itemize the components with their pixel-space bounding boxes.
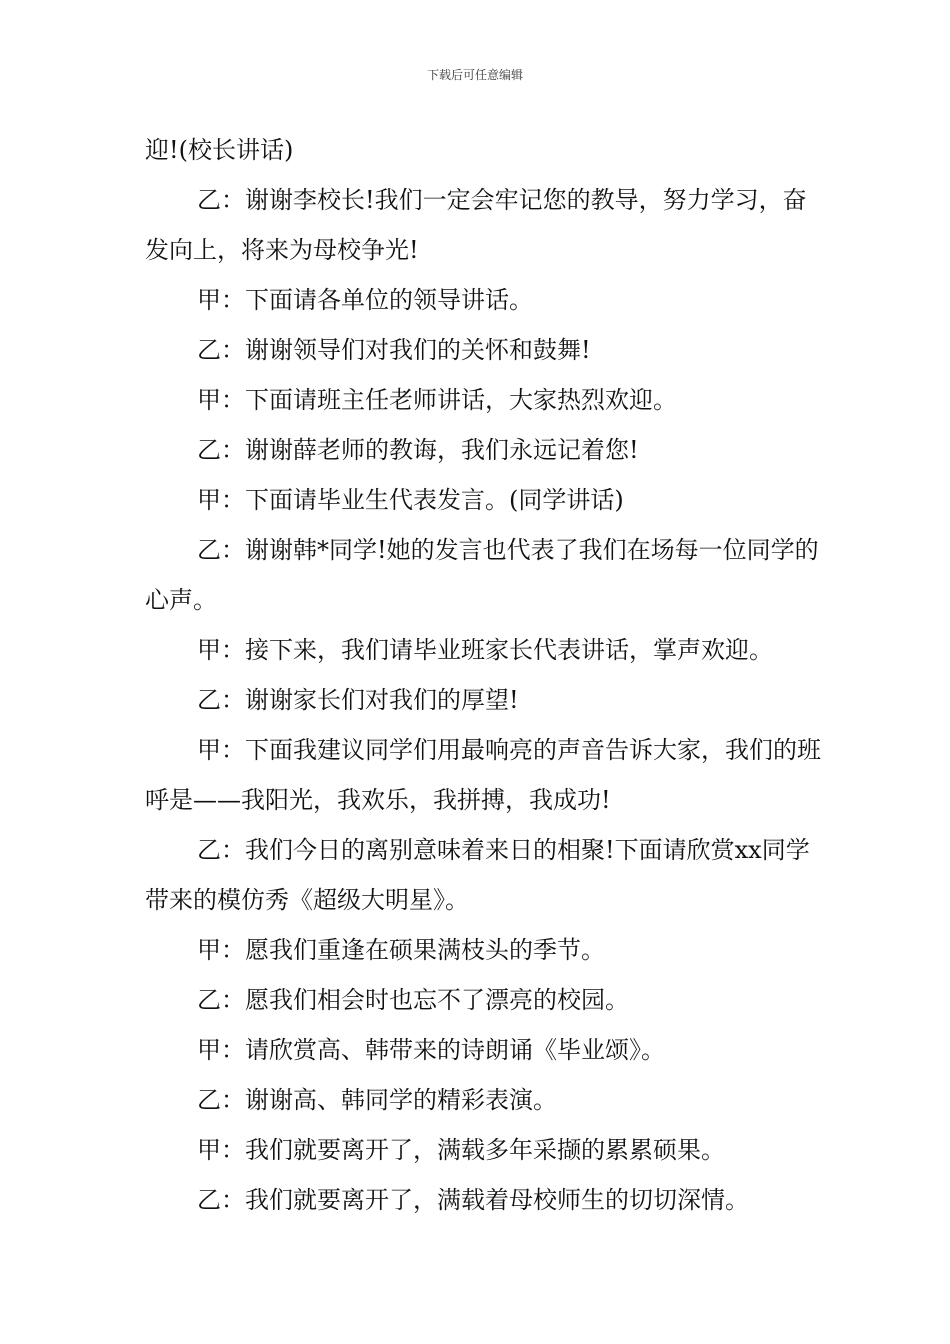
paragraph: 乙：谢谢家长们对我们的厚望! xyxy=(197,686,519,714)
paragraph: 乙：谢谢韩*同学!她的发言也代表了我们在场每一位同学的心声。 xyxy=(145,536,819,614)
paragraph: 甲：请欣赏高、韩带来的诗朗诵《毕业颂》。 xyxy=(197,1036,665,1064)
paragraph: 甲：下面我建议同学们用最响亮的声音告诉大家，我们的班呼是——我阳光，我欢乐，我拼搏，我成功! xyxy=(145,736,821,814)
paragraph: 甲：下面请毕业生代表发言。(同学讲话) xyxy=(197,486,624,514)
paragraph: 乙：我们今日的离别意味着来日的相聚!下面请欣赏xx同学带来的模仿秀《超级大明星》。 xyxy=(145,836,810,914)
paragraph: 乙：谢谢薛老师的教诲，我们永远记着您! xyxy=(197,436,639,464)
paragraph: 甲：愿我们重逢在硕果满枝头的季节。 xyxy=(197,936,605,964)
paragraph: 乙：谢谢高、韩同学的精彩表演。 xyxy=(197,1086,557,1114)
paragraph: 甲：我们就要离开了，满载多年采撷的累累硕果。 xyxy=(197,1136,725,1164)
paragraph: 乙：谢谢领导们对我们的关怀和鼓舞! xyxy=(197,336,591,364)
paragraph: 乙：谢谢李校长!我们一定会牢记您的教导，努力学习，奋发向上，将来为母校争光! xyxy=(145,186,807,264)
paragraph: 甲：下面请班主任老师讲话，大家热烈欢迎。 xyxy=(197,386,677,414)
paragraph: 乙：我们就要离开了，满载着母校师生的切切深情。 xyxy=(197,1186,749,1214)
paragraph: 迎!(校长讲话) xyxy=(145,136,294,164)
paragraph: 甲：下面请各单位的领导讲话。 xyxy=(197,286,533,314)
document-body xyxy=(145,125,825,1225)
page-header-note: 下载后可任意编辑 xyxy=(426,68,523,82)
paragraph: 乙：愿我们相会时也忘不了漂亮的校园。 xyxy=(197,986,629,1014)
paragraph: 甲：接下来，我们请毕业班家长代表讲话，掌声欢迎。 xyxy=(197,636,773,664)
